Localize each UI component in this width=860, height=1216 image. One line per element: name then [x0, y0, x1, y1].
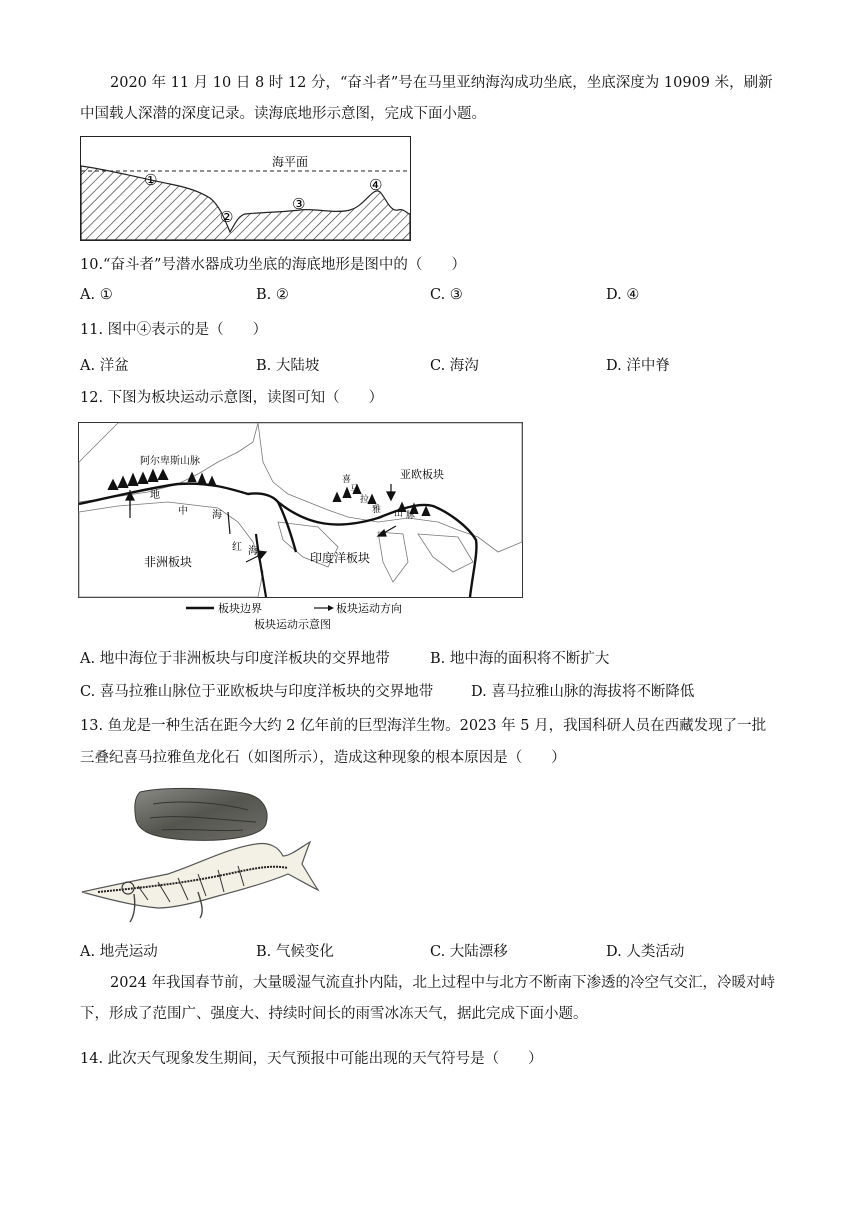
q11-option-c[interactable]: C. 海沟	[430, 358, 479, 374]
eurasia-plate-label: 亚欧板块	[400, 468, 444, 481]
question-14-stem: 14. 此次天气现象发生期间，天气预报中可能出现的天气符号是（ ）	[80, 1051, 543, 1067]
ichthyosaur-fossil-figure	[78, 784, 328, 926]
question-10-options	[80, 287, 800, 309]
med-char-1: 地	[150, 490, 160, 501]
seabed-profile-figure	[80, 136, 412, 242]
intro-paragraph-1: 2020 年 11 月 10 日 8 时 12 分，“奋斗者”号在马里亚纳海沟成功坐底，坐底深度为 10909 米，刷新中国载人深潜的深度记录。读海底地形示意图，完成下面小题。	[80, 75, 773, 122]
q13-option-b[interactable]: B. 气候变化	[256, 944, 334, 960]
indian-plate-label: 印度洋板块	[310, 551, 371, 565]
intro-paragraph-2: 2024 年我国春节前，大量暖湿气流直扑内陆，北上过程中与北方不断南下渗透的冷空气交汇，冷暖对峙下，形成了范围广、强度大、持续时间长的雨雪冰冻天气，据此完成下面小题。	[80, 975, 776, 1022]
q10-option-d[interactable]: D. ④	[606, 287, 640, 303]
q12-option-a[interactable]: A. 地中海位于非洲板块与印度洋板块的交界地带	[80, 651, 390, 667]
himalaya-char-6: 脉	[406, 511, 416, 521]
q13-option-a[interactable]: A. 地壳运动	[80, 944, 158, 960]
himalaya-char-2: 马	[350, 485, 360, 495]
q11-option-a[interactable]: A. 洋盆	[80, 358, 129, 374]
alps-label: 阿尔卑斯山脉	[140, 456, 200, 467]
question-12-stem: 12. 下图为板块运动示意图，读图可知（ ）	[80, 390, 384, 406]
legend-direction: 板块运动方向	[336, 602, 402, 615]
q13-option-d[interactable]: D. 人类活动	[606, 944, 685, 960]
question-13-stem-line-2: 三叠纪喜马拉雅鱼龙化石（如图所示），造成这种现象的根本原因是（ ）	[80, 750, 566, 766]
question-13-options	[80, 940, 800, 962]
q12-option-c[interactable]: C. 喜马拉雅山脉位于亚欧板块与印度洋板块的交界地带	[80, 684, 434, 700]
himalaya-char-5: 山	[394, 509, 404, 519]
question-11-options	[80, 354, 800, 376]
question-12-options-row-2	[80, 680, 800, 702]
q11-option-b[interactable]: B. 大陆坡	[256, 358, 320, 374]
marker-1: ①	[144, 171, 158, 189]
q12-option-b[interactable]: B. 地中海的面积将不断扩大	[430, 651, 610, 667]
q11-option-d[interactable]: D. 洋中脊	[606, 358, 670, 374]
q12-option-d[interactable]: D. 喜马拉雅山脉的海拔将不断降低	[471, 684, 695, 700]
red-sea-char-1: 红	[232, 542, 242, 553]
plate-motion-map	[78, 422, 524, 634]
map-caption: 板块运动示意图	[254, 618, 331, 631]
question-12-options-row-1	[80, 647, 800, 669]
question-11-stem: 11. 图中④表示的是（ ）	[80, 322, 268, 338]
question-10-stem: 10.“奋斗者”号潜水器成功坐底的海底地形是图中的（ ）	[80, 257, 466, 273]
question-13-stem-line-1: 13. 鱼龙是一种生活在距今大约 2 亿年前的巨型海洋生物。2023 年 5 月，我国科研人员在西藏发现了一批	[80, 718, 767, 734]
marker-4: ④	[369, 176, 383, 194]
himalaya-char-1: 喜	[342, 475, 352, 485]
africa-plate-label: 非洲板块	[144, 555, 193, 569]
himalaya-char-3: 拉	[360, 495, 370, 505]
legend-boundary: 板块边界	[218, 602, 262, 615]
marker-2: ②	[220, 208, 234, 226]
marker-3: ③	[292, 195, 306, 213]
himalaya-char-4: 雅	[372, 505, 382, 515]
q10-option-c[interactable]: C. ③	[430, 287, 463, 303]
q10-option-a[interactable]: A. ①	[80, 287, 113, 303]
red-sea-char-2: 海	[248, 546, 258, 557]
med-char-3: 海	[212, 510, 222, 521]
sea-level-label: 海平面	[272, 155, 309, 169]
q13-option-c[interactable]: C. 大陆漂移	[430, 944, 508, 960]
med-char-2: 中	[178, 506, 188, 517]
q10-option-b[interactable]: B. ②	[256, 287, 289, 303]
